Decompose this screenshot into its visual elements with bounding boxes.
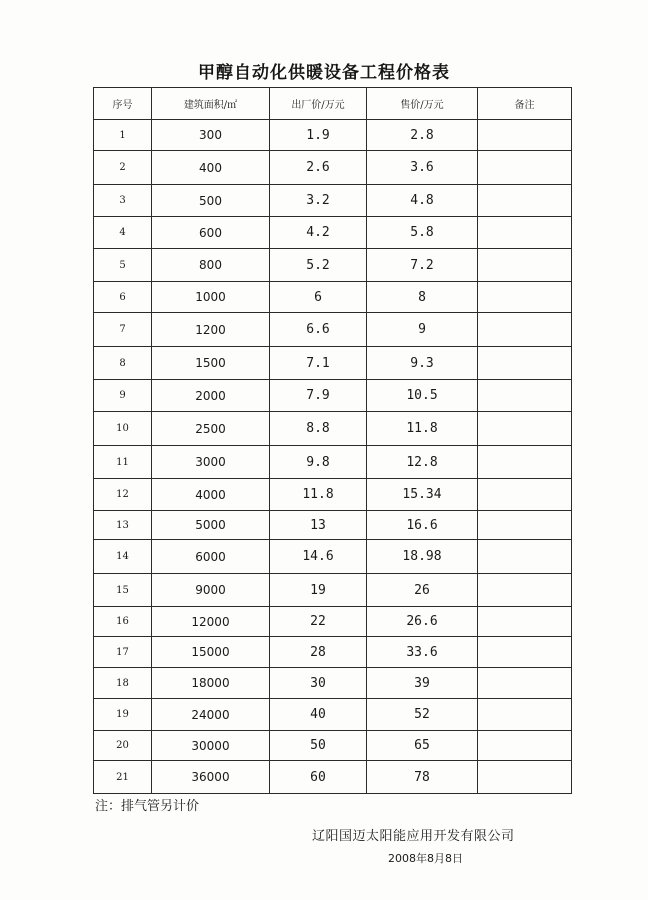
header-sale-price: 售价/万元 (367, 88, 478, 120)
row-number: 17 (94, 637, 152, 668)
row-factory-price: 7.1 (270, 347, 367, 380)
row-number: 21 (94, 761, 152, 794)
table-row (94, 249, 572, 282)
table-row (94, 479, 572, 511)
row-number: 10 (94, 412, 152, 446)
row-number: 16 (94, 607, 152, 637)
table-row (94, 511, 572, 540)
row-remark (478, 282, 572, 313)
row-factory-price: 4.2 (270, 217, 367, 249)
table-row (94, 185, 572, 217)
row-sale-price: 11.8 (367, 412, 478, 446)
row-factory-price: 1.9 (270, 120, 367, 151)
row-remark (478, 574, 572, 607)
row-area: 6000 (152, 540, 270, 574)
row-factory-price: 40 (270, 699, 367, 731)
table-row (94, 446, 572, 479)
row-sale-price: 26.6 (367, 607, 478, 637)
row-factory-price: 22 (270, 607, 367, 637)
row-remark (478, 479, 572, 511)
row-remark (478, 412, 572, 446)
table-row (94, 607, 572, 637)
row-area: 5000 (152, 511, 270, 540)
row-sale-price: 8 (367, 282, 478, 313)
row-sale-price: 10.5 (367, 380, 478, 412)
row-sale-price: 2.8 (367, 120, 478, 151)
page-title: 甲醇自动化供暖设备工程价格表 (198, 63, 450, 83)
header-factory-price: 出厂价/万元 (270, 88, 367, 120)
row-number: 1 (94, 120, 152, 151)
row-number: 2 (94, 151, 152, 185)
row-remark (478, 699, 572, 731)
table-row (94, 412, 572, 446)
row-factory-price: 19 (270, 574, 367, 607)
row-sale-price: 5.8 (367, 217, 478, 249)
row-area: 24000 (152, 699, 270, 731)
table-row (94, 731, 572, 761)
table-row (94, 313, 572, 347)
table-row (94, 761, 572, 794)
row-number: 12 (94, 479, 152, 511)
row-remark (478, 540, 572, 574)
row-area: 9000 (152, 574, 270, 607)
table-row (94, 347, 572, 380)
row-remark (478, 731, 572, 761)
table-row (94, 574, 572, 607)
row-area: 600 (152, 217, 270, 249)
row-factory-price: 13 (270, 511, 367, 540)
table-row (94, 151, 572, 185)
row-area: 3000 (152, 446, 270, 479)
row-number: 13 (94, 511, 152, 540)
row-factory-price: 11.8 (270, 479, 367, 511)
row-number: 11 (94, 446, 152, 479)
row-remark (478, 120, 572, 151)
row-area: 2500 (152, 412, 270, 446)
header-area: 建筑面积/㎡ (152, 88, 270, 120)
row-number: 7 (94, 313, 152, 347)
row-remark (478, 249, 572, 282)
row-remark (478, 637, 572, 668)
row-number: 5 (94, 249, 152, 282)
row-remark (478, 607, 572, 637)
row-factory-price: 60 (270, 761, 367, 794)
row-area: 1200 (152, 313, 270, 347)
company-name: 辽阳国迈太阳能应用开发有限公司 (312, 829, 515, 844)
row-area: 400 (152, 151, 270, 185)
row-area: 500 (152, 185, 270, 217)
row-remark (478, 151, 572, 185)
table-row (94, 282, 572, 313)
row-sale-price: 15.34 (367, 479, 478, 511)
row-area: 1500 (152, 347, 270, 380)
row-factory-price: 8.8 (270, 412, 367, 446)
row-sale-price: 12.8 (367, 446, 478, 479)
row-sale-price: 33.6 (367, 637, 478, 668)
row-number: 14 (94, 540, 152, 574)
row-factory-price: 9.8 (270, 446, 367, 479)
row-remark (478, 347, 572, 380)
row-sale-price: 52 (367, 699, 478, 731)
row-remark (478, 380, 572, 412)
row-number: 15 (94, 574, 152, 607)
row-sale-price: 4.8 (367, 185, 478, 217)
row-area: 800 (152, 249, 270, 282)
row-sale-price: 9.3 (367, 347, 478, 380)
row-number: 3 (94, 185, 152, 217)
footnote: 注：排气管另计价 (95, 799, 200, 814)
table-row (94, 540, 572, 574)
row-sale-price: 26 (367, 574, 478, 607)
row-factory-price: 6.6 (270, 313, 367, 347)
row-number: 20 (94, 731, 152, 761)
row-sale-price: 9 (367, 313, 478, 347)
row-area: 12000 (152, 607, 270, 637)
row-factory-price: 6 (270, 282, 367, 313)
row-sale-price: 16.6 (367, 511, 478, 540)
row-factory-price: 3.2 (270, 185, 367, 217)
row-factory-price: 30 (270, 668, 367, 699)
row-sale-price: 39 (367, 668, 478, 699)
table-header-row (94, 88, 572, 120)
row-number: 19 (94, 699, 152, 731)
row-number: 9 (94, 380, 152, 412)
row-area: 2000 (152, 380, 270, 412)
row-factory-price: 5.2 (270, 249, 367, 282)
row-remark (478, 668, 572, 699)
row-area: 15000 (152, 637, 270, 668)
table-row (94, 380, 572, 412)
row-sale-price: 78 (367, 761, 478, 794)
header-no: 序号 (94, 88, 152, 120)
document-date: 2008年8月8日 (388, 852, 463, 865)
row-sale-price: 65 (367, 731, 478, 761)
table-row (94, 217, 572, 249)
row-sale-price: 18.98 (367, 540, 478, 574)
row-area: 18000 (152, 668, 270, 699)
row-factory-price: 50 (270, 731, 367, 761)
row-number: 6 (94, 282, 152, 313)
row-factory-price: 14.6 (270, 540, 367, 574)
row-sale-price: 3.6 (367, 151, 478, 185)
table-row (94, 668, 572, 699)
table-row (94, 120, 572, 151)
row-sale-price: 7.2 (367, 249, 478, 282)
row-number: 8 (94, 347, 152, 380)
row-number: 18 (94, 668, 152, 699)
row-area: 300 (152, 120, 270, 151)
price-table (93, 87, 572, 794)
row-factory-price: 28 (270, 637, 367, 668)
row-remark (478, 217, 572, 249)
table-row (94, 637, 572, 668)
row-area: 36000 (152, 761, 270, 794)
row-remark (478, 511, 572, 540)
row-remark (478, 446, 572, 479)
row-area: 30000 (152, 731, 270, 761)
table-row (94, 699, 572, 731)
row-area: 4000 (152, 479, 270, 511)
row-number: 4 (94, 217, 152, 249)
row-factory-price: 7.9 (270, 380, 367, 412)
row-remark (478, 185, 572, 217)
header-remark: 备注 (478, 88, 572, 120)
row-area: 1000 (152, 282, 270, 313)
row-remark (478, 313, 572, 347)
row-remark (478, 761, 572, 794)
row-factory-price: 2.6 (270, 151, 367, 185)
